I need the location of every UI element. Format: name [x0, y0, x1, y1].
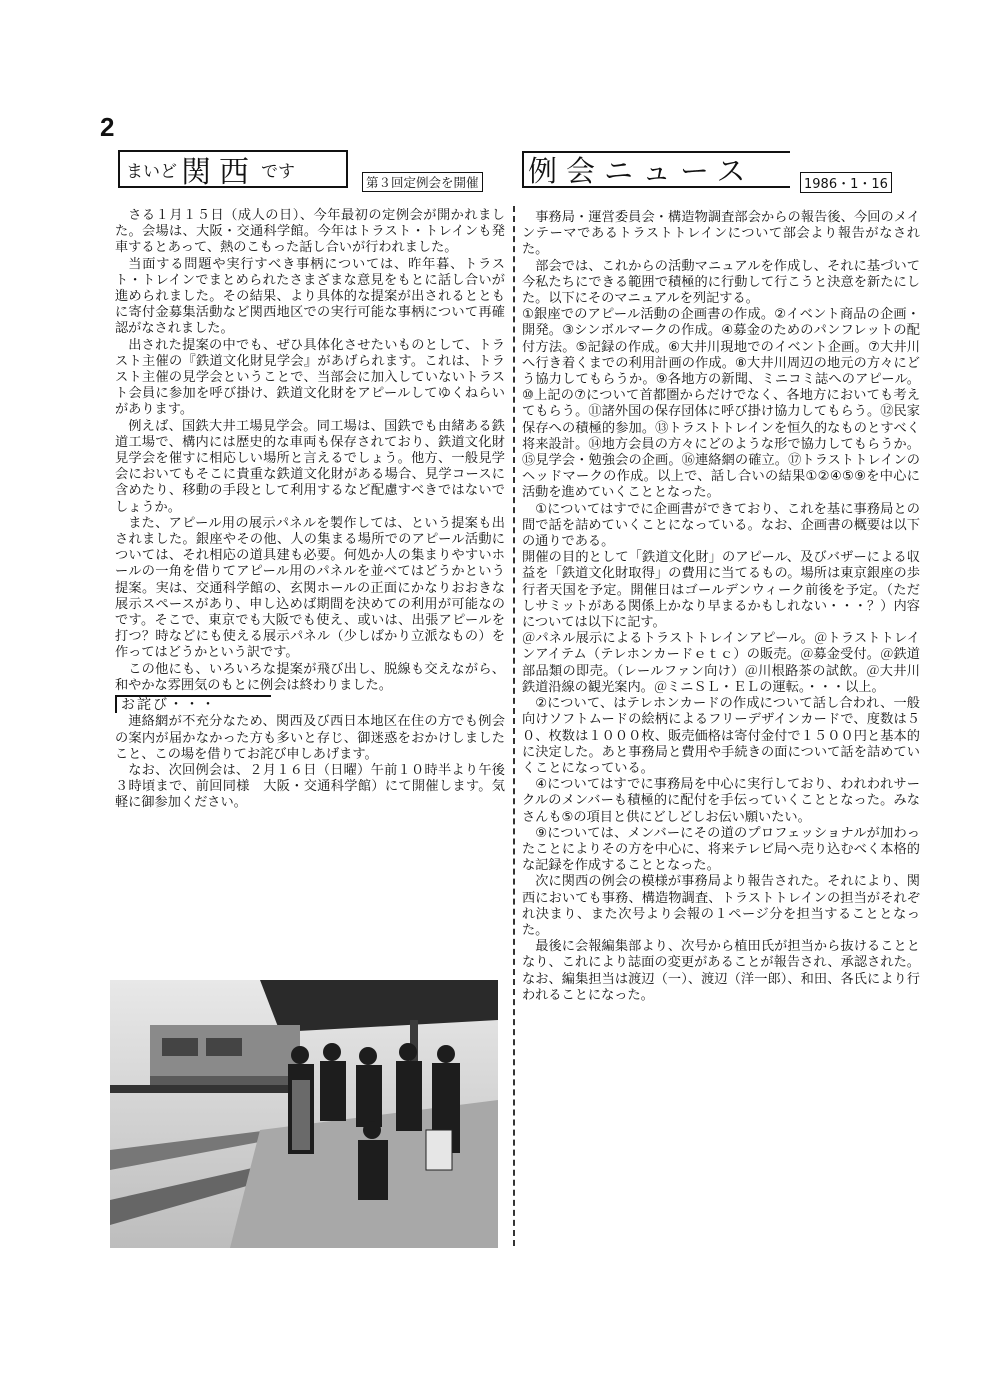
- manual-list: ①銀座でのアピール活動の企画書の作成。②イベント商品の企画・開発。③シンボルマークの作成。④募金のためのパンフレットの配付方法。⑤記録の作成。⑥大井川現地でのイベント企画。⑦大井川へ行き着くまでの利用計画の作成。⑧大井川周辺の地元の方々にどう協力してもらうか。⑨各地方の新聞、ミニコミ誌へのアピール。⑩上記の⑦について首都圏からだけでなく、各地方においても考えてもらう。⑪諸外国の保存団体に呼び掛け協力してもらう。⑫民家保存への積極的参加。⑬トラストトレインを恒久的なものとすべく将来設計。⑭地方会員の方々にどのような形で協力してもらうか。⑮見学会・勉強会の企画。⑯連絡網の確立。⑰トラストトレインのヘッドマークの作成。以上で、話し合いの結果①②④⑤⑨を中心に活動を進めていくこととなった。: [522, 307, 920, 501]
- issue-date: 1986・1・16: [800, 172, 892, 193]
- page-number: 2: [100, 112, 115, 142]
- page-header: [0, 0, 1000, 200]
- apology-paragraph: 連絡網が不充分なため、関西及び西日本地区在住の方でも例会の案内が届かなかった方も多いと存じ、御迷惑をおかけしましたこと、この場を借りてお詫び申しあげます。: [115, 714, 505, 762]
- section-title-suffix: です: [261, 161, 295, 182]
- next-meeting-paragraph: なお、次回例会は、２月１６日（日曜）午前１０時半より午後３時頃まで、前回同様 大阪・交通科学館）にて開催します。気軽に御参加ください。: [115, 762, 505, 811]
- article-paragraph: 事務局・運営委員会・構造物調査部会からの報告後、今回のメインテーマであるトラストトレインについて部会より報告がなされた。: [522, 210, 920, 258]
- article-paragraph: ①についてはすでに企画書ができており、これを基に事務局との間で話を詰めていくことになっている。なお、企画書の概要は以下の通りである。: [522, 501, 920, 550]
- article-paragraph: ④についてはすでに事務局を中心に実行しており、われわれサークルのメンバーも積極的に配付を手伝っていくこととなった。みなさんも⑤の項目と供にどしどしお伝い願いたい。: [522, 777, 920, 825]
- section-title-prefix: まいど: [126, 161, 177, 182]
- article-paragraph: 当面する問題や実行すべき事柄については、昨年暮、トラスト・トレインでまとめられたさまざまな意見をもとに話し合いが進められました。その結果、より具体的な提案が出されるとともに寄付金募集活動など関西地区での実行可能な事柄について再確認がなされました。: [115, 256, 505, 337]
- left-column: [115, 208, 505, 812]
- section-title-main: 関西: [181, 155, 257, 190]
- event-items-paragraph: ＠パネル展示によるトラストトレインアピール。＠トラストトレインアイテム（テレホンカードｅｔｃ）の販売。＠募金受付。＠鉄道部品類の即売。（レールファン向け）＠川根路茶の試飲。＠大井川鉄道沿線の観光案内。＠ミニＳＬ・ＥＬの運転。・・・以上。: [522, 631, 920, 695]
- article-paragraph: ⑨については、メンバーにその道のプロフェッショナルが加わったことによりその方を中心に、将来テレビ局へ売り込むべく本格的な記録を作成することとなった。: [522, 825, 920, 874]
- event-plan-paragraph: 開催の目的として「鉄道文化財」のアピール、及びバザーによる収益を「鉄道文化財取得」の費用に当てるもの。場所は東京銀座の歩行者天国を予定。開催日はゴールデンウィーク前後を予定。（ただしサミットがある関係上かなり早まるかもしれない・・・？）内容については以下に記す。: [522, 550, 920, 631]
- article-paragraph: さる１月１５日（成人の日）、今年最初の定例会が開かれました。会場は、大阪・交通科学館。今年はトラスト・トレインも発車するとあって、熱のこもった話し合いが行われました。: [115, 208, 505, 256]
- news-title: 例会ニュース: [522, 151, 790, 188]
- article-paragraph: 次に関西の例会の模様が事務局より報告された。それにより、関西においても事務、構造物調査、トラストトレインの担当がそれぞれ決まり、また次号より会報の１ページ分を担当することとなった。: [522, 874, 920, 938]
- article-paragraph: また、アピール用の展示パネルを製作しては、という提案も出されました。銀座やその他、人の集まる場所でのアピール活動については、それ相応の道具建も必要。何処か人の集まりやすいホールの一角を借りてアピール用のパネルを並べてはどうかという提案。実は、交通科学館の、玄関ホールの正面にかなりおおきな展示スペースがあり、申し込めば期間を決めての利用が可能なのです。そこで、東京でも大阪でも使え、或いは、出張アピールを打つ？時などにも使える展示パネル（少しばかり立派なもの）を作ってはどうかという訳です。: [115, 515, 505, 661]
- column-divider: [513, 206, 516, 1246]
- article-paragraph: ②について、はテレホンカードの作成について話し合われ、一般向けソフトムードの絵柄によるフリーデザインカードで、度数は５０、枚数は１０００枚、販売価格は寄付金付で１５００円と基本的に決定した。あと事務局と費用や手続きの面について話を詰めていくことになっている。: [522, 696, 920, 776]
- article-paragraph: 部会では、これからの活動マニュアルを作成し、それに基づいて今私たちにできる範囲で積極的に行動して行こうと決意を新たにした。以下にそのマニュアルを列記する。: [522, 258, 920, 307]
- right-column: [522, 210, 920, 1004]
- group-photo: [110, 980, 498, 1248]
- article-paragraph: この他にも、いろいろな提案が飛び出し、脱線も交えながら、和やかな雰囲気のもとに例会は終わりました。: [115, 661, 505, 693]
- group-photo-illustration: [110, 980, 498, 1248]
- article-paragraph: 出された提案の中でも、ぜひ具体化させたいものとして、トラスト主催の『鉄道文化財見学会』があげられます。これは、トラスト主催の見学会ということで、当部会に加入していないトラスト会員に参加を呼び掛け、鉄道文化財をアピールしてゆくねらいがあります。: [115, 337, 505, 418]
- article-paragraph: 最後に会報編集部より、次号から植田氏が担当から抜けることとなり、これにより誌面の変更があることが報告され、承認された。なお、編集担当は渡辺（一）、渡辺（洋一郎）、和田、各氏により行われることになった。: [522, 939, 920, 1003]
- article-paragraph: 例えば、国鉄大井工場見学会。同工場は、国鉄でも由緒ある鉄道工場で、構内には歴史的な車両も保存されており、鉄道文化財見学会を催すに相応しい場所と言えるでしょう。他方、一般見学会においてもそこに貴重な鉄道文化財がある場合、見学コースに含めたり、移動の手段として利用するなど配慮すべきではないでしょうか。: [115, 418, 505, 515]
- meeting-label: 第３回定例会を開催: [362, 172, 483, 192]
- apology-heading: お詫び・・・: [115, 695, 271, 713]
- section-title-box: [118, 150, 348, 188]
